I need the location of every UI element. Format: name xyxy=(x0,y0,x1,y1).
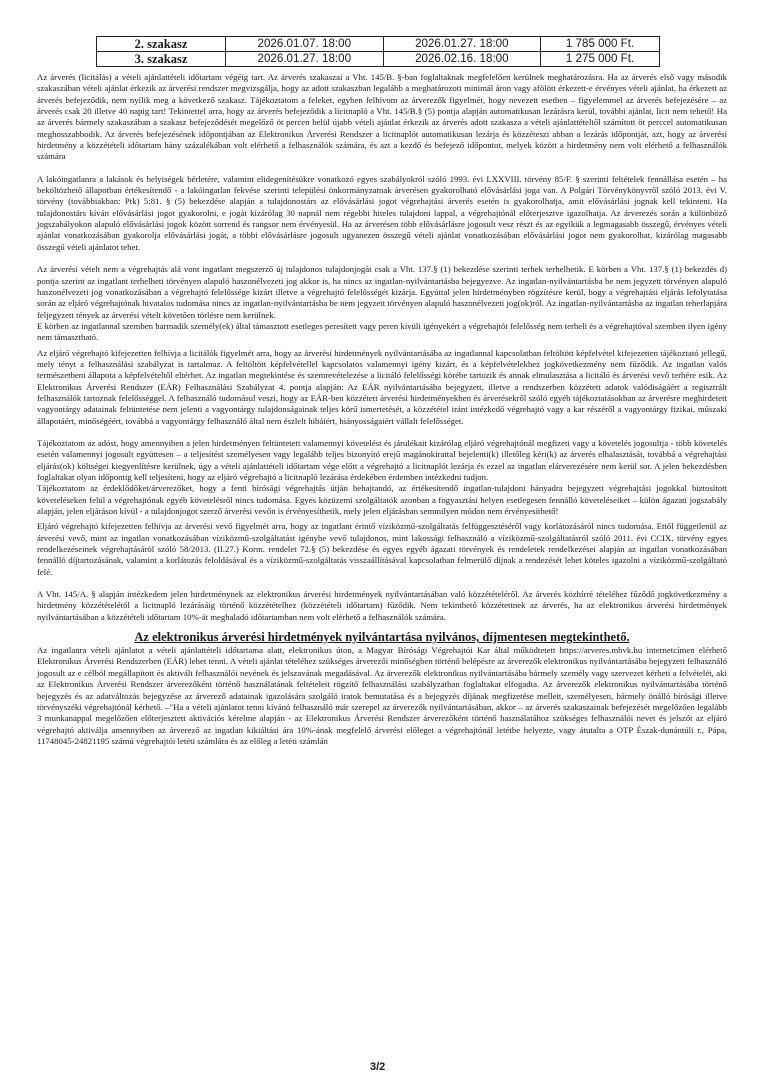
document-body xyxy=(37,72,727,747)
paragraph-preemption-rights: A lakóingatlanra a lakások és helyiségek bérletére, valamint elidegenítésükre vonatkozó egyes szabályokról szóló 1993. évi LXXVIII. törvény 85/F. § szerinti feltételek fennállása esetén – ha beköltözhető állapotban értékesítendő - a lakóingatlan fekvése szerinti települési önkormányzatnak árverésen gyakorolható elővásárlási joga van. A Polgári Törvénykönyvről szóló 2013. évi V. törvény (továbbiakban: Ptk) 5:81. § (5) bekezdése alapján a tulajdonostárs az elővásárlási jogot végrehajtási árverés esetén is gyakorolhatja, amit elővásárlási jognak kell tekinteni. Ha tulajdonostárs kíván elővásárlási jogot gyakorolni, e jogát kizárólag 30 napnál nem régebbi hiteles tulajdoni lappal, a végrehajtónál előterjesztve igazolhatja. Az árverezés során a különböző jogszabályokon alapuló elővásárlási jogok között sorrend és rangsor nem érvényesül. Ha az árverésen több elővásárlásre jogosult vesz részt és az egyikük a legmagasabb összegű, érvényes vételi ajánlat vonatkozásában gyakorolja elővásárlási jogát, a többi elővásárlásre jogosult ugyanezen összegű vételi ajánlat vonatkozásában elővásárlási jogot nem gyakorolhat, kizárólag magasabb összegű vételi ajánlatot tehet. xyxy=(37,173,727,252)
phase-end: 2026.02.16. 18:00 xyxy=(383,52,541,67)
paragraph-third-party-claims: E körben az ingatlannal szemben harmadik személy(ek) által támasztott esetleges peresített vagy peren kívüli igényekért a végrehajtót felelősség nem terheli és a végrehajtóval szemben ilyen igény nem támasztható. xyxy=(37,320,727,343)
paragraph-encumbrances: Az árverési vételt nem a végrehajtás alá vont ingatlant megszerző új tulajdonos tulajdonjogát csak a Vht. 137.§ (1) bekezdése szerinti terhek terhelhetik. E körben a Vht. 137.§ (1) bekezdés d) pontja szerint az ingatlant terhelheti törvényen alapuló haszonélvezeti jog akkor is, ha nincs az ingatlan-nyilvántartásba bejegyezve. Az ingatlan-nyilvántartásba be nem jegyzett törvényen alapuló haszonélvezeti jog vonatkozásában a végrehajtó felelőssége kizárt illetve a végrehajtó felelősségét kizárja. Egyúttal jelen hirdetményben rögzítésre kerül, hogy a végrehajtási eljárás lefolytatása során az eljáró végrehajtónak hivatalos tudomása nincs az ingatlan-nyilvántartásba be nem jegyzett törvényen alapuló haszonélvezeti jog(ok)ról. Az ingatlan-nyilvántartásba az ingatlan teherlapjára feljegyzett tények az árverési vételt követően törlésre nem kerülnek. xyxy=(37,264,727,320)
phase-label: 2. szakasz xyxy=(97,37,226,52)
phase-start: 2026.01.27. 18:00 xyxy=(226,52,384,67)
paragraph-bidding-instructions: Az ingatlanra vételi ajánlatot a vételi ajánlattételi időtartama alatt, elektronikus úton, a Magyar Bírósági Végrehajtói Kar által működtetett https://arveres.mbvk.hu internetcímen elérhető Elektronikus Árverési Rendszerben (EÁR) lehet tenni. A vételi ajánlat tételéhez szükséges árverezői minőségben történő belépésre az árverezők elektronikus nyilvántartásába bejegyzett felhasználó jogosult az e célból megállapított és aktivált felhasználói nevének és jelszavának megadásával. Az árverezők elektronikus nyilvántartásába bármely személy vagy szervezet kérheti a felvételét, aki az Elektronikus Árverési Rendszer árverezőként történő használatának feltételeit rögzítő felhasználási szabályzatban foglaltakat elfogadta. Az árverezők elektronikus nyilvántartásába történő bejegyzés és az adatváltozás bejegyzése az árverező adatainak igazolására szolgáló iratok bemutatása és a bejegyzés díjának megfizetése mellett, személyesen, bármely önálló bírósági illetve törvényszéki végrehajtónál kérhető. –"Ha a vételi ajánlatot tenni kívánó felhasználó már szerepel az árverezők nyilvántartásában, akkor – az árverés szakaszainak befejezését megelőzően legalább 3 munkanappal megelőzően előterjesztett aktivációs kérelme alapján - az Elektronikus Árverési Rendszer árverezőként történő használatához szükséges felhasználói nevet és jelszót az eljáró végrehajtó aktiválja amennyiben az árverező az ingatlan kikiáltási ára 10%-ának megfelelő árverési előleget a végrehajtónál letétbe helyezte, vagy átutalta a OTP Észak-dunántúli r., Pápa, 11748045-24821195 számú végrehajtói letéti számlára és az előleg a letéti számlán xyxy=(37,645,727,746)
paragraph-photo-disclaimer: Az eljáró végrehajtó kifejezetten felhívja a licitálók figyelmét arra, hogy az árverési hirdetmények nyilvántartásába az ingatlannal kapcsolatban feltöltött képfelvétel kifejezetten tájékoztató jellegű, mely tényt a felhasználási szabályzat is tartalmaz. A feltöltött képfelvétellel kapcsolatos valamennyi igény kizárt, és a képfelvételekhez jogkövetkezmény nem fűződik. Az ingatlan valós természetbeni állapota a képfelvételtől eltérhet. Az ingatlan megtekintése és szemrevételezése a licitáló felelősségi körébe tartozik és annak elmulasztása a licitáló és árverési vevő terhére esik. Az Elektronikus Árverési Rendszer (EÁR) Felhasználási Szabályzat 4. pontja alapján: Az EÁR nyilvántartásába bejegyzett, illetve a rendszerben közzétett adatok valódiságáért a regisztrált felhasználók tartoznak felelősséggel. A felhasználó tudomásul veszi, hogy az EÁR-ben közzétett árverési hirdetményekben és árverésekről szóló egyéb tájékoztatásokban az árverésre meghirdetett vagyontárgy adatainak feltüntetése nem jelenti a vagyontárgy tulajdonságainak teljes körű ismertetését, a közzététel iránt intézkedő végrehajtó vagy a kar részéről a vagyontárgy fizikai, műszaki állapotáért, minőségéért, továbbá a vagyontárgy felhasználó által nem észlelt hibáiért, hiányosságaiért vállalt felelősséget. xyxy=(37,347,727,426)
section-heading: Az elektronikus árverési hirdetmények nyilvántartása nyilvános, díjmentesen megtekinthető. xyxy=(134,630,630,645)
page-number: 3/2 xyxy=(370,1061,386,1073)
phase-label: 3. szakasz xyxy=(97,52,226,67)
phase-price: 1 275 000 Ft. xyxy=(541,52,660,67)
paragraph-water-utility: Eljáró végrehajtó kifejezetten felhívja az árverési vevő figyelmét arra, hogy az ingatlant érintő víziközmű-szolgáltatás felfüggesztéséről vagy korlátozásáról nincs tudomása. Ettől függetlenül az árverési vevő, mint az ingatlan vonatkozásában víziközmű-szolgáltatást igénybe vevő tulajdonos, mint lakossági felhasználó a víziközmű-szolgáltatásról szóló 2011. évi CCIX. törvény egyes rendelkezéseinek végrehajtásáról szóló 58/2013. (II.27.) Korm. rendelet 72.§ (5) bekezdése és egyes egyéb ágazati törvények és rendeletek rendelkezései alapján az ingatlan vonatkozásában fennálló díjtartozásának, valamint a korlátozás feloldásával és a víziközmű-szolgáltatás visszaállításával kapcsolatban felmerülő díjnak a rendezését lehet köteles igazolni a víziközmű-szolgáltató felé. xyxy=(37,521,727,577)
paragraph-auction-duration: Az árverés (licitálás) a vételi ajánlattételi időtartam végéig tart. Az árverés szakaszai a Vht. 145/B. §-ban foglaltaknak megfelelően kerülnek meghatározásra. Ha az árverés első vagy második szakaszában vételi ajánlat érkezik az árverési rendszer megvizsgálja, hogy az adott szakaszban legalább a meghatározott minimál áron vagy afölött érkezett-e érvényes vételi ajánlat, ha érkezett az árverés befejeződik, nem nyílik meg a következő szakasz. Tájékoztatom a feleket, egyben felhívom az árverezők figyelmét, hogy nevezett esetben – figyelemmel az árverés befejezésére – az árverés csak 20 illetve 40 napig tart! Tekintettel arra, hogy az árverés befejeződik a licitnapló a Vht. 145/B.§ (5) pontja alapján automatikusan lezárásra kerül, további ajánlat, licit nem tehető! Ha az árverés bármely szakaszában a szakasz befejeződését megelőző öt percen belül újabb vételi ajánlat érkezik az árverés adott szakasza a vételi ajánlattételtől számított öt perccel automatikusan meghosszabbodik. Az árverés befejezésének időpontjában az Elektronikus Árverési Rendszer a licitnaplót automatikusan lezárja és közzéteszi abban a lezárás időpontját, azt, hogy az árverési hirdetmény a közzétételi időtartam hány százalékában volt elérhető a felhasználók számára, és azt a kezdő és befejező időpontot, melyek között a hirdetmény nem volt elérhető a felhasználók számára xyxy=(37,72,727,162)
paragraph-utility-claims: Tájékoztatom az érdeklődőket/árverezőket, hogy a fenti bírósági végrehajtás útján behajtandó, az értékesítendő ingatlan-tulajdoni hányadra bejegyzett végrehajtási jogokkal biztosított követeléseken felül a végrehajtónak egyéb követelésről nincs tudomása. Egyes közüzemi szolgáltatók azonban a fogyasztási helyen esetlegesen fennálló követeléseiket – külön ágazati jogszabály alapján, jelen eljáráson kívül - a tulajdonjogot szerző árverési vevőn is érvényesíthetik, mely jelen eljárásban semmilyen módon nem érvényesíthető! xyxy=(37,483,727,517)
phase-price: 1 785 000 Ft. xyxy=(541,37,660,52)
paragraph-debtor-notice: Tájékoztatom az adóst, hogy amennyiben a jelen hirdetményen feltüntetett valamennyi követelést és járulékait kizárólag eljáró végrehajtónál megfizeti vagy a követelés jogosultja - több követelés esetén valamennyi jogosult együttesen – a teljesítést személyesen vagy legalább teljes bizonyító erejű magánokirattal bejelenti(k) illetőleg kéri(k) az árverés elhalasztását, továbbá a végrehajtási eljárás(ok) költségei kiegyenlítésre kerülnek, úgy a vételi ajánlattételi időtartam vége előtt a végrehajtó a licitnaplót lezárja és ezzel az ingatlan elárverezésére nem kerül sor. A jelen bekezdésben foglaltakat olyan időpontig kell teljesíteni, hogy az eljáró végrehajtó a licitnapló lezárása érdekében érdemben intézkedni tudjon. xyxy=(37,437,727,482)
table-row xyxy=(97,52,660,67)
phase-start: 2026.01.07. 18:00 xyxy=(226,37,384,52)
table-row xyxy=(97,37,660,52)
phase-end: 2026.01.27. 18:00 xyxy=(383,37,541,52)
auction-phases-table xyxy=(96,36,660,67)
paragraph-publication: A Vht. 145/A. § alapján intézkedem jelen hirdetménynek az elektronikus árverési hirdetmények nyilvántartásában való közzétételéről. Az árverés közhírré tételéhez fűződő jogkövetkezmény a hirdetmény közzétételétől a licitnapló lezárásáig történő közzétételhez (közzétételi időtartam) fűződik. Nem tekinthető közzétettnek az árverés, ha az elektronikus árverési hirdetmények nyilvántartásában a közzétételi időtartam 10%-át meghaladó időtartamban nem volt elérhető a felhasználók számára. xyxy=(37,589,727,622)
